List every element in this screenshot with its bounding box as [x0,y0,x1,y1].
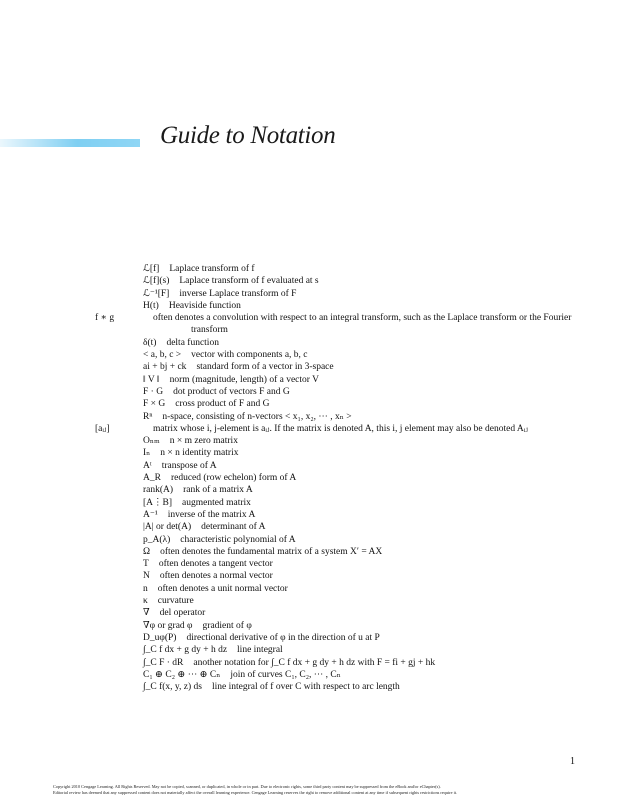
notation-symbol: ‖ V ‖ [143,374,160,385]
notation-symbol: rank(A) [143,485,174,496]
page-title: Guide to Notation [160,122,336,149]
notation-entry [143,644,583,656]
notation-description: rank of a matrix A [183,485,253,496]
notation-description: dot product of vectors F and G [173,386,290,397]
notation-description: line integral of f over C with respect to arc length [211,682,400,693]
notation-entry [143,349,583,361]
notation-entry [143,607,583,619]
notation-entry [143,386,583,398]
notation-entry [143,300,583,312]
notation-entry [143,681,583,693]
copyright-line: Copyright 2010 Cengage Learning. All Rights Reserved. May not be copied, scanned, or duplicated, in whole or in part. Due to electronic rights, some third party content may be suppressed from the eBook and/or eChapter(s). [53,784,441,789]
notation-description: Laplace transform of f [169,264,255,274]
notation-entry [143,361,583,373]
notation-symbol: Rⁿ [143,411,153,422]
notation-description: augmented matrix [182,497,251,508]
notation-symbol: ℒ⁻¹[F] [143,288,170,299]
notation-symbol: [A⋮B] [143,497,173,508]
notation-entry [143,374,583,386]
notation-entry [143,570,583,582]
copyright-notice [53,784,593,796]
notation-entry [143,583,583,595]
notation-entry [143,472,583,484]
notation-description: n × m zero matrix [169,436,238,447]
notation-entry [143,411,583,423]
notation-symbol: Oₙₘ [143,436,160,447]
notation-description: standard form of a vector in 3-space [196,362,334,373]
notation-symbol: ai + bj + ck [143,362,187,373]
notation-symbol: δ(t) [143,337,157,348]
notation-symbol: ∫_C F · dR [143,657,184,668]
notation-description: gradient of φ [202,620,252,631]
notation-description: inverse Laplace transform of F [179,288,297,299]
notation-description: characteristic polynomial of A [180,534,296,545]
notation-symbol: D_uφ(P) [143,632,177,643]
notation-description: directional derivative of φ in the direction of u at P [186,632,380,643]
notation-description: inverse of the matrix A [167,509,256,520]
title-accent-bar [0,139,140,147]
notation-entry [143,435,583,447]
notation-entry [143,398,583,410]
notation-description: del operator [159,608,206,619]
notation-description: often denotes the fundamental matrix of a system X′ = AX [160,546,383,557]
notation-entry [143,337,583,349]
notation-entry [143,484,583,496]
notation-entry [143,497,583,509]
notation-description: matrix whose i, j-element is aᵢⱼ. If the matrix is denoted A, this i, j element may also be denoted Aᵢⱼ [153,423,528,434]
page-number: 1 [570,756,575,767]
notation-entry [143,288,583,300]
notation-symbol: |A| or det(A) [143,522,192,533]
notation-description: Heaviside function [168,300,241,311]
notation-symbol: A_R [143,473,161,484]
notation-symbol: κ [143,596,148,607]
notation-description: n × n identity matrix [160,448,239,459]
notation-description: norm (magnitude, length) of a vector V [169,374,320,385]
notation-symbol: ℒ[f] [143,264,160,274]
notation-symbol: T [143,559,149,570]
notation-symbol: p_A(λ) [143,534,171,545]
notation-description: transpose of A [161,460,217,471]
notation-symbol: ∇φ or grad φ [143,620,193,631]
notation-entry [143,460,583,472]
notation-description: often denotes a normal vector [159,571,273,582]
notation-symbol: Iₙ [143,448,151,459]
notation-entry [143,657,583,669]
notation-description: determinant of A [201,522,266,533]
notation-description: curvature [157,596,194,607]
notation-symbol: Ω [143,546,151,557]
notation-symbol: Aᵗ [143,460,152,471]
notation-description: Laplace transform of f evaluated at s [179,276,319,287]
notation-entry [143,447,583,459]
notation-symbol: N [143,571,150,582]
notation-description: reduced (row echelon) form of A [170,473,297,484]
notation-entry [143,521,583,533]
notation-entry: f ∗ g often denotes a convolution with respect to an integral transform, such as the Laplace transform or the Fourier transform [95,313,572,336]
notation-description: another notation for ∫_C f dx + g dy + h dz with F = fi + gj + hk [193,657,436,668]
notation-description: cross product of F and G [175,399,270,410]
notation-entry [143,558,583,570]
notation-symbol: ℒ[f](s) [143,276,170,287]
notation-symbol: ∫_C f(x, y, z) ds [143,682,202,693]
notation-description: n-space, consisting of n-vectors < x₁, x₂, ⋯ , xₙ > [162,411,352,422]
notation-description: join of curves C₁, C₂, ⋯ , Cₙ [230,669,341,680]
notation-symbol: ∇ [143,608,150,619]
notation-symbol: < a, b, c > [143,350,182,361]
notation-entry [143,534,583,546]
notation-description: often denotes a unit normal vector [157,583,288,594]
notation-description: delta function [166,337,219,348]
notation-symbol: H(t) [143,300,159,311]
notation-entry [143,546,583,558]
notation-entry [143,263,583,275]
copyright-line: Editorial review has deemed that any suppressed content does not materially affect the overall learning experience. Cengage Learning reserves the right to remove additional content at any time if subsequent rights restrictions require it. [53,790,458,795]
notation-description: often denotes a tangent vector [158,559,273,570]
notation-symbol: A⁻¹ [143,509,158,520]
notation-symbol: n [143,583,148,594]
notation-entry: [aᵢⱼ] matrix whose i, j-element is aᵢⱼ. If the matrix is denoted A, this i, j element may also be denoted Aᵢⱼ [95,423,528,434]
notation-entry [143,509,583,521]
notation-symbol: C₁ ⊕ C₂ ⊕ ⋯ ⊕ Cₙ [143,669,221,680]
notation-entry [143,275,583,287]
notation-entry [143,632,583,644]
notation-description: often denotes a convolution with respect to an integral transform, such as the Laplace transform or the Fourier transform [153,313,572,336]
notation-description: line integral [237,645,283,656]
notation-list [95,263,583,693]
notation-entry [143,595,583,607]
notation-entry [143,620,583,632]
notation-description: vector with components a, b, c [191,350,308,361]
notation-entry [143,669,583,681]
notation-symbol: ∫_C f dx + g dy + h dz [143,645,228,656]
notation-symbol: F × G [143,399,166,410]
notation-symbol: F · G [143,386,164,397]
